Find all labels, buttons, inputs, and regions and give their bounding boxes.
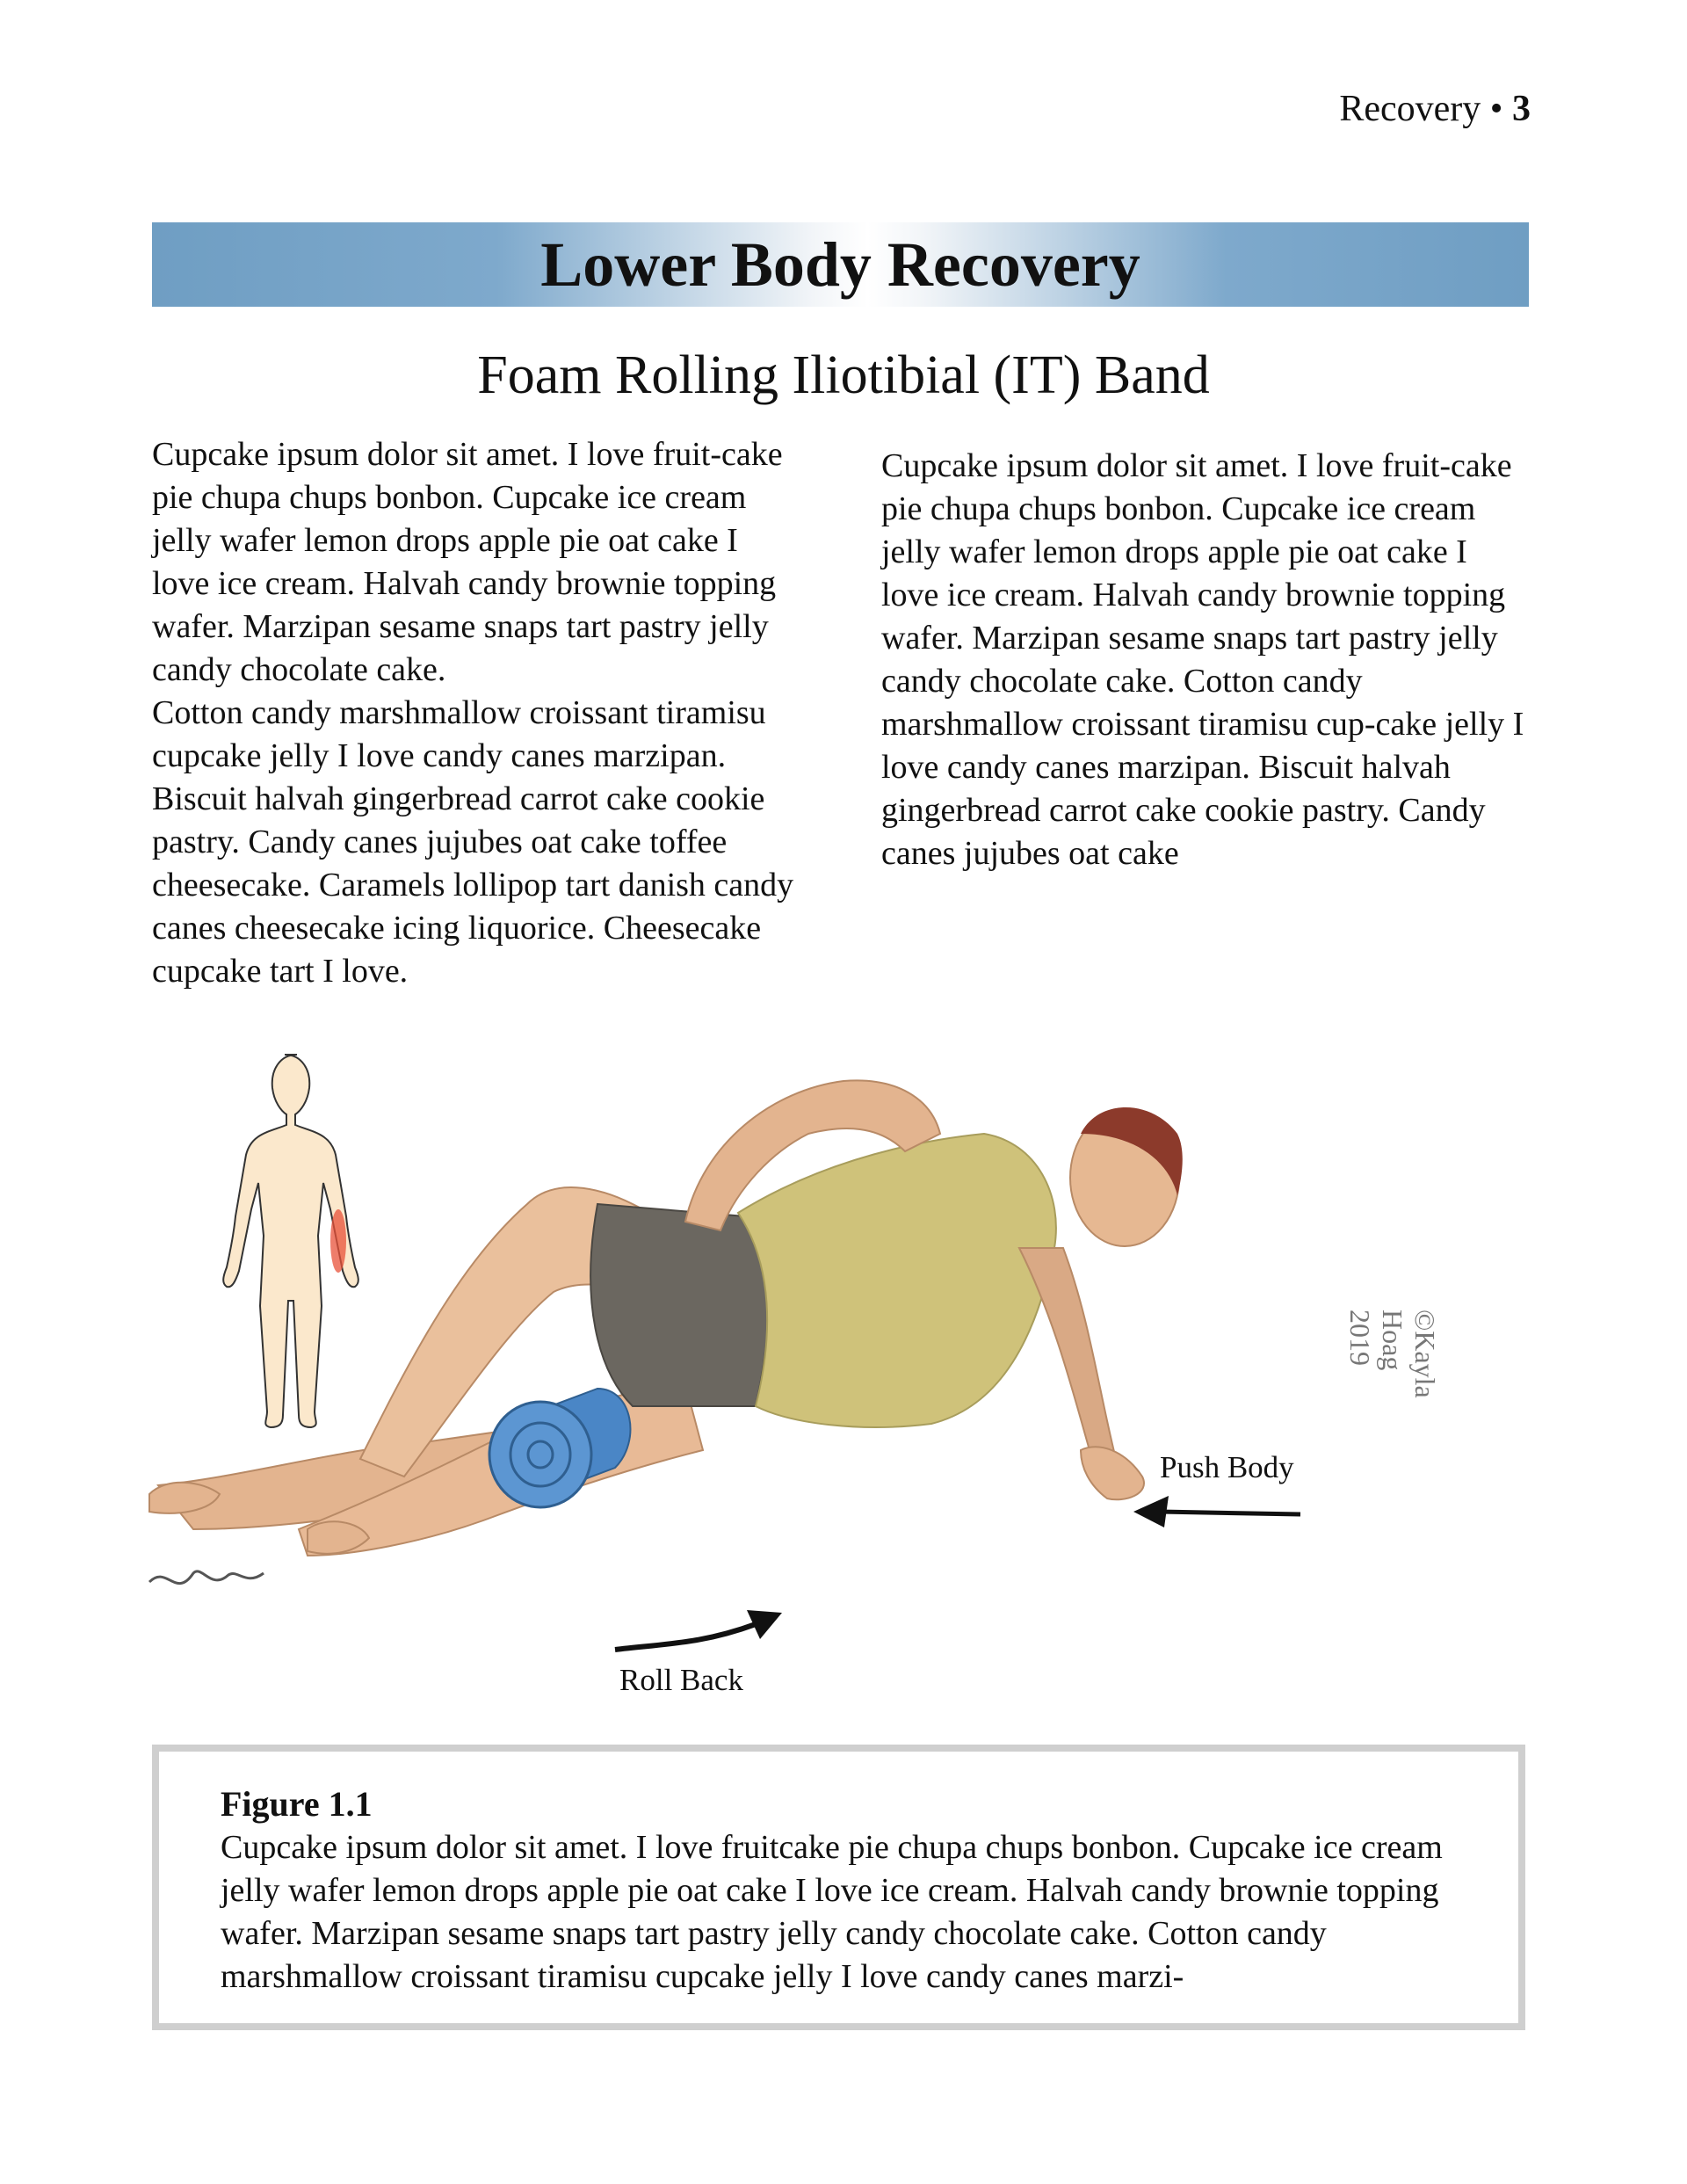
shirt (738, 1134, 1056, 1427)
copyright-notice: ©Kayla Hoag 2019 (1344, 1310, 1441, 1398)
right-paragraph-1: Cupcake ipsum dolor sit amet. I love fruit-cake pie chupa chups bonbon. Cupcake ice cream jelly wafer lemon drops apple pie oat cake I love ice cream. Halvah candy brownie topping wafer. Marzipan sesame snaps tart pastry jelly candy chocolate cake. Cotton candy marshmallow croissant tiramisu cup-cake jelly I love candy canes marzipan. Biscuit halvah gingerbread carrot cake cookie pastry. Candy canes jujubes oat cake (881, 447, 1524, 872)
left-paragraph-1: Cupcake ipsum dolor sit amet. I love fruit-cake pie chupa chups bonbon. Cupcake ice cream jelly wafer lemon drops apple pie oat cake I love ice cream. Halvah candy brownie topping wafer. Marzipan sesame snaps tart pastry jelly candy chocolate cake. (152, 436, 783, 688)
section-subtitle: Foam Rolling Iliotibial (IT) Band (477, 345, 1210, 405)
push-arrow (1133, 1496, 1300, 1527)
push-body-label: Push Body (1160, 1450, 1294, 1484)
shorts (590, 1204, 769, 1406)
roll-arrow-shaft (615, 1624, 756, 1650)
push-arrow-shaft (1160, 1512, 1300, 1514)
page-title: Lower Body Recovery (540, 229, 1140, 300)
page-number: 3 (1512, 89, 1531, 129)
right-column (881, 445, 1531, 875)
support-hand (1081, 1447, 1144, 1499)
title-banner (152, 222, 1529, 307)
push-arrow-head (1133, 1496, 1169, 1527)
support-arm (1019, 1248, 1116, 1459)
figure-caption-box (152, 1745, 1525, 2030)
left-paragraph-2: Cotton candy marshmallow croissant tiramisu cupcake jelly I love candy canes marzipan. Biscuit halvah gingerbread carrot cake cookie pastry. Candy canes jujubes oat cake toffee cheesecake. Caramels lollipop tart danish candy canes cheesecake icing liquorice. Cheesecake cupcake tart I love. (152, 694, 794, 990)
figure-title: Figure 1.1 (221, 1784, 373, 1824)
left-column (152, 433, 802, 993)
it-band-highlight (330, 1209, 346, 1273)
figure-caption-text: Cupcake ipsum dolor sit amet. I love fruitcake pie chupa chups bonbon. Cupcake ice cream jelly wafer lemon drops apple pie oat cake I love ice cream. Halvah candy brownie topping wafer. Marzipan sesame snaps tart pastry jelly candy chocolate cake. Cotton candy marshmallow croissant tiramisu cupcake jelly I love candy canes marzi- (221, 1829, 1443, 1995)
page-header (1339, 88, 1531, 130)
exercise-illustration (141, 1037, 1546, 1723)
head (1070, 1107, 1183, 1246)
artist-signature (149, 1571, 264, 1584)
roller-end (489, 1402, 591, 1507)
foam-roller (489, 1389, 630, 1507)
roll-back-label: Roll Back (619, 1663, 743, 1697)
roll-arrow (615, 1610, 782, 1650)
illustration-svg (141, 1037, 1546, 1723)
section-name: Recovery • (1339, 89, 1503, 129)
body-map-figure (223, 1055, 358, 1427)
